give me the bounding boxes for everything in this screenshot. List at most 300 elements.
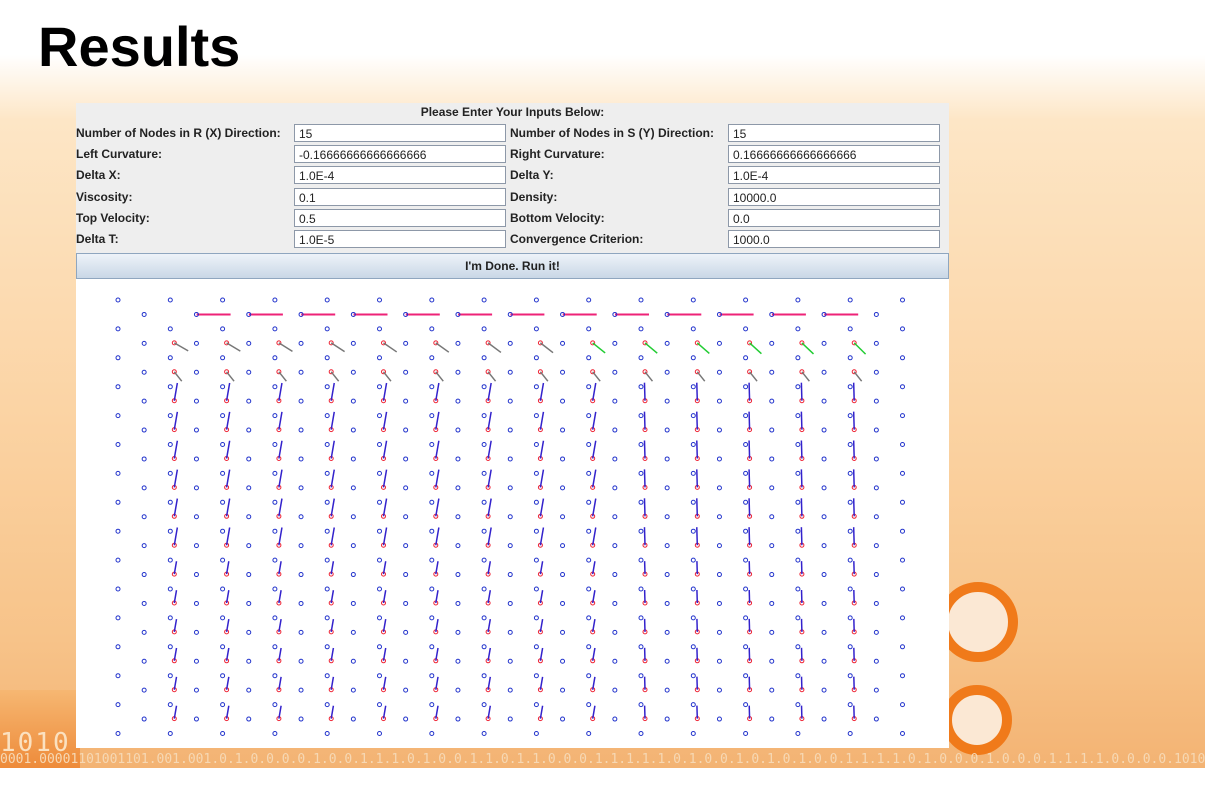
grid-node	[273, 500, 277, 504]
grid-node	[744, 645, 748, 649]
label-left-curvature: Left Curvature:	[76, 147, 294, 161]
grid-node	[822, 515, 826, 519]
velocity-vector	[802, 343, 814, 354]
velocity-vector	[750, 372, 757, 381]
grid-node	[299, 544, 303, 548]
grid-node	[508, 601, 512, 605]
grid-node	[587, 703, 591, 707]
velocity-vector	[488, 499, 491, 517]
grid-node	[168, 587, 172, 591]
grid-node	[639, 587, 643, 591]
grid-node	[351, 515, 355, 519]
grid-node	[299, 428, 303, 432]
grid-node	[168, 356, 172, 360]
grid-node	[482, 587, 486, 591]
grid-node	[168, 703, 172, 707]
grid-node	[534, 471, 538, 475]
grid-node	[901, 587, 905, 591]
grid-node	[770, 399, 774, 403]
grid-node	[116, 443, 120, 447]
grid-node	[142, 428, 146, 432]
grid-node	[587, 356, 591, 360]
velocity-vector	[331, 527, 334, 545]
grid-node	[770, 717, 774, 721]
grid-node	[665, 370, 669, 374]
grid-node	[691, 732, 695, 736]
velocity-vector	[488, 372, 495, 381]
grid-node	[404, 659, 408, 663]
grid-node	[691, 471, 695, 475]
grid-node	[534, 732, 538, 736]
grid-node	[796, 327, 800, 331]
grid-node	[194, 601, 198, 605]
grid-node	[116, 385, 120, 389]
grid-node	[901, 356, 905, 360]
input-delta-y[interactable]: 1.0E-4	[728, 166, 940, 184]
input-left-curvature[interactable]: -0.16666666666666666	[294, 145, 506, 163]
grid-node	[874, 573, 878, 577]
velocity-vector	[174, 412, 177, 430]
grid-node	[247, 659, 251, 663]
grid-node	[378, 674, 382, 678]
grid-node	[325, 674, 329, 678]
grid-node	[247, 630, 251, 634]
grid-node	[665, 573, 669, 577]
velocity-vector	[540, 383, 543, 401]
grid-node	[534, 385, 538, 389]
grid-node	[430, 529, 434, 533]
velocity-vector	[749, 383, 750, 401]
grid-node	[378, 356, 382, 360]
grid-node	[273, 443, 277, 447]
grid-node	[874, 717, 878, 721]
velocity-vector	[593, 372, 600, 381]
grid-node	[325, 298, 329, 302]
grid-node	[116, 327, 120, 331]
grid-node	[221, 587, 225, 591]
velocity-vector	[279, 372, 286, 381]
velocity-vector	[802, 372, 809, 381]
grid-node	[587, 732, 591, 736]
form-row-time	[76, 228, 949, 249]
grid-node	[796, 703, 800, 707]
grid-node	[587, 616, 591, 620]
grid-node	[691, 385, 695, 389]
grid-node	[325, 356, 329, 360]
velocity-vector	[279, 343, 293, 351]
grid-node	[325, 500, 329, 504]
velocity-vector	[593, 412, 596, 430]
grid-node	[874, 659, 878, 663]
grid-node	[168, 616, 172, 620]
velocity-vector	[331, 470, 334, 488]
grid-node	[901, 616, 905, 620]
grid-node	[901, 732, 905, 736]
velocity-vector	[174, 527, 177, 545]
grid-node	[534, 616, 538, 620]
grid-node	[796, 500, 800, 504]
run-button[interactable]: I'm Done. Run it!	[76, 253, 949, 279]
grid-node	[561, 457, 565, 461]
simulation-app-window	[76, 103, 949, 748]
velocity-vector	[801, 412, 802, 430]
grid-node	[901, 558, 905, 562]
grid-node	[325, 703, 329, 707]
velocity-vector	[645, 372, 652, 381]
grid-node	[874, 688, 878, 692]
grid-node	[194, 399, 198, 403]
grid-node	[561, 486, 565, 490]
grid-node	[482, 558, 486, 562]
grid-node	[194, 717, 198, 721]
label-delta-x: Delta X:	[76, 168, 294, 182]
grid-node	[874, 370, 878, 374]
grid-node	[848, 443, 852, 447]
velocity-vector	[644, 527, 645, 545]
grid-node	[534, 587, 538, 591]
grid-node	[325, 443, 329, 447]
grid-node	[194, 457, 198, 461]
grid-node	[561, 428, 565, 432]
velocity-vector	[436, 412, 439, 430]
grid-node	[561, 688, 565, 692]
grid-node	[325, 587, 329, 591]
grid-node	[508, 573, 512, 577]
input-nodes-r[interactable]: 15	[294, 124, 506, 142]
grid-node	[273, 471, 277, 475]
grid-node	[770, 428, 774, 432]
grid-node	[561, 659, 565, 663]
grid-node	[482, 703, 486, 707]
grid-node	[770, 457, 774, 461]
grid-node	[561, 399, 565, 403]
grid-node	[874, 341, 878, 345]
grid-node	[665, 688, 669, 692]
grid-node	[299, 457, 303, 461]
grid-node	[378, 471, 382, 475]
velocity-vector	[174, 383, 177, 401]
grid-node	[587, 674, 591, 678]
velocity-vector	[436, 441, 439, 459]
grid-node	[901, 385, 905, 389]
grid-node	[351, 428, 355, 432]
grid-node	[744, 558, 748, 562]
grid-node	[273, 703, 277, 707]
grid-node	[168, 674, 172, 678]
velocity-vector	[697, 343, 709, 354]
grid-node	[848, 703, 852, 707]
grid-node	[142, 515, 146, 519]
grid-node	[691, 587, 695, 591]
velocity-vector	[279, 470, 282, 488]
grid-node	[247, 457, 251, 461]
velocity-vector	[436, 527, 439, 545]
velocity-vector	[227, 527, 230, 545]
grid-node	[142, 399, 146, 403]
grid-node	[273, 356, 277, 360]
grid-node	[848, 674, 852, 678]
grid-node	[639, 298, 643, 302]
velocity-vector	[331, 372, 338, 381]
grid-node	[639, 529, 643, 533]
velocity-vector	[384, 527, 387, 545]
grid-node	[848, 385, 852, 389]
slide-title: Results	[38, 14, 240, 79]
grid-node	[822, 428, 826, 432]
grid-node	[796, 414, 800, 418]
grid-node	[247, 717, 251, 721]
input-bottom-velocity[interactable]: 0.0	[728, 209, 940, 227]
grid-node	[430, 587, 434, 591]
grid-node	[901, 500, 905, 504]
grid-node	[534, 674, 538, 678]
grid-node	[221, 732, 225, 736]
grid-node	[116, 674, 120, 678]
grid-node	[665, 515, 669, 519]
grid-node	[247, 399, 251, 403]
grid-node	[639, 385, 643, 389]
grid-node	[247, 544, 251, 548]
grid-node	[717, 457, 721, 461]
grid-node	[221, 298, 225, 302]
grid-node	[378, 529, 382, 533]
grid-node	[273, 616, 277, 620]
velocity-vector	[384, 441, 387, 459]
grid-node	[534, 529, 538, 533]
grid-node	[351, 544, 355, 548]
velocity-vector	[331, 343, 344, 352]
velocity-vector	[854, 372, 861, 381]
grid-node	[142, 486, 146, 490]
grid-node	[770, 515, 774, 519]
grid-node	[325, 414, 329, 418]
grid-node	[482, 414, 486, 418]
grid-node	[848, 558, 852, 562]
grid-node	[194, 341, 198, 345]
grid-node	[665, 399, 669, 403]
velocity-vector	[488, 343, 501, 353]
grid-node	[221, 703, 225, 707]
grid-node	[404, 457, 408, 461]
input-density[interactable]: 10000.0	[728, 188, 940, 206]
velocity-vector	[697, 412, 698, 430]
velocity-vector	[644, 412, 645, 430]
grid-node	[744, 471, 748, 475]
velocity-vector	[436, 343, 449, 352]
grid-node	[194, 630, 198, 634]
grid-node	[456, 341, 460, 345]
grid-node	[691, 558, 695, 562]
velocity-vector	[279, 527, 282, 545]
grid-node	[587, 327, 591, 331]
grid-node	[142, 370, 146, 374]
grid-node	[378, 500, 382, 504]
input-delta-t[interactable]: 1.0E-5	[294, 230, 506, 248]
grid-node	[508, 486, 512, 490]
grid-node	[587, 298, 591, 302]
velocity-vector	[227, 412, 230, 430]
velocity-vector	[384, 372, 391, 381]
grid-node	[613, 573, 617, 577]
velocity-vector	[540, 412, 543, 430]
grid-node	[665, 457, 669, 461]
input-delta-x[interactable]: 1.0E-4	[294, 166, 506, 184]
grid-node	[770, 370, 774, 374]
grid-node	[482, 443, 486, 447]
grid-node	[665, 601, 669, 605]
velocity-vector	[801, 441, 802, 459]
grid-node	[404, 399, 408, 403]
grid-node	[273, 674, 277, 678]
velocity-vector	[697, 527, 698, 545]
grid-node	[848, 732, 852, 736]
grid-node	[430, 385, 434, 389]
grid-node	[587, 645, 591, 649]
velocity-vector	[227, 499, 230, 517]
grid-node	[404, 630, 408, 634]
grid-node	[247, 688, 251, 692]
grid-node	[770, 601, 774, 605]
velocity-vector	[801, 469, 802, 487]
grid-node	[404, 688, 408, 692]
grid-node	[717, 515, 721, 519]
velocity-vector	[644, 469, 645, 487]
velocity-vector	[854, 498, 855, 516]
velocity-vector	[384, 383, 387, 401]
grid-node	[456, 428, 460, 432]
grid-node	[848, 616, 852, 620]
grid-node	[430, 674, 434, 678]
input-top-velocity[interactable]: 0.5	[294, 209, 506, 227]
velocity-vector	[436, 383, 439, 401]
form-row-fluid	[76, 186, 949, 207]
grid-node	[221, 645, 225, 649]
grid-node	[874, 457, 878, 461]
velocity-vector	[488, 441, 491, 459]
form-header: Please Enter Your Inputs Below:	[76, 103, 949, 122]
grid-node	[822, 630, 826, 634]
input-convergence[interactable]: 1000.0	[728, 230, 940, 248]
grid-node	[874, 515, 878, 519]
grid-node	[639, 732, 643, 736]
grid-node	[508, 717, 512, 721]
grid-node	[665, 717, 669, 721]
label-bottom-velocity: Bottom Velocity:	[508, 211, 728, 225]
grid-node	[221, 616, 225, 620]
grid-node	[194, 544, 198, 548]
grid-node	[430, 732, 434, 736]
decorative-ring-1	[938, 582, 1018, 662]
grid-node	[665, 486, 669, 490]
grid-node	[639, 645, 643, 649]
grid-node	[482, 385, 486, 389]
grid-node	[613, 428, 617, 432]
grid-node	[325, 558, 329, 562]
grid-node	[796, 298, 800, 302]
grid-node	[691, 616, 695, 620]
grid-node	[456, 601, 460, 605]
velocity-vector	[749, 469, 750, 487]
velocity-vector	[174, 499, 177, 517]
grid-node	[378, 703, 382, 707]
grid-node	[534, 327, 538, 331]
grid-node	[482, 327, 486, 331]
grid-node	[299, 717, 303, 721]
grid-node	[534, 298, 538, 302]
grid-node	[142, 630, 146, 634]
grid-node	[194, 573, 198, 577]
velocity-vector	[645, 343, 657, 353]
grid-node	[482, 674, 486, 678]
grid-node	[613, 457, 617, 461]
grid-node	[561, 341, 565, 345]
grid-node	[717, 659, 721, 663]
grid-node	[299, 630, 303, 634]
velocity-vector	[644, 383, 645, 401]
grid-node	[482, 298, 486, 302]
velocity-vector	[540, 372, 547, 381]
grid-node	[221, 529, 225, 533]
grid-node	[194, 688, 198, 692]
grid-node	[194, 659, 198, 663]
input-right-curvature[interactable]: 0.16666666666666666	[728, 145, 940, 163]
grid-node	[299, 688, 303, 692]
grid-node	[430, 471, 434, 475]
velocity-vector	[279, 441, 282, 459]
grid-node	[456, 688, 460, 692]
grid-node	[168, 414, 172, 418]
velocity-vector	[540, 343, 553, 353]
grid-node	[744, 298, 748, 302]
grid-node	[456, 486, 460, 490]
grid-node	[508, 544, 512, 548]
grid-node	[482, 356, 486, 360]
input-nodes-s[interactable]: 15	[728, 124, 940, 142]
grid-node	[404, 370, 408, 374]
grid-node	[116, 732, 120, 736]
grid-node	[273, 529, 277, 533]
input-viscosity[interactable]: 0.1	[294, 188, 506, 206]
grid-node	[142, 312, 146, 316]
velocity-vector	[749, 412, 750, 430]
label-viscosity: Viscosity:	[76, 190, 294, 204]
grid-node	[404, 601, 408, 605]
grid-node	[273, 327, 277, 331]
grid-node	[717, 341, 721, 345]
grid-node	[561, 630, 565, 634]
velocity-vector	[854, 343, 865, 354]
grid-node	[744, 529, 748, 533]
grid-node	[404, 573, 408, 577]
grid-node	[116, 298, 120, 302]
grid-node	[874, 630, 878, 634]
grid-node	[508, 688, 512, 692]
grid-node	[874, 486, 878, 490]
velocity-vector	[174, 441, 177, 459]
grid-node	[378, 558, 382, 562]
grid-node	[639, 327, 643, 331]
grid-node	[587, 500, 591, 504]
grid-node	[482, 732, 486, 736]
background-binary-large: 1010	[0, 728, 71, 758]
grid-node	[901, 674, 905, 678]
grid-node	[822, 688, 826, 692]
label-density: Density:	[508, 190, 728, 204]
grid-node	[378, 616, 382, 620]
background-binary-strip: 0001.00001101001101.001.001.0.1.0.0.0.0.1.0.0.1.1.1.0.1.0.0.1.1.0.1.1.0.0.0.1.1.1.1.1.0.1.0.0.1.0.1.0.1.0.0.1.1.1.1.0.1.0.0.0.1.0.0.0.1.1.1.1.0.0.0.0.1010	[0, 735, 1024, 785]
grid-node	[404, 544, 408, 548]
grid-node	[534, 414, 538, 418]
